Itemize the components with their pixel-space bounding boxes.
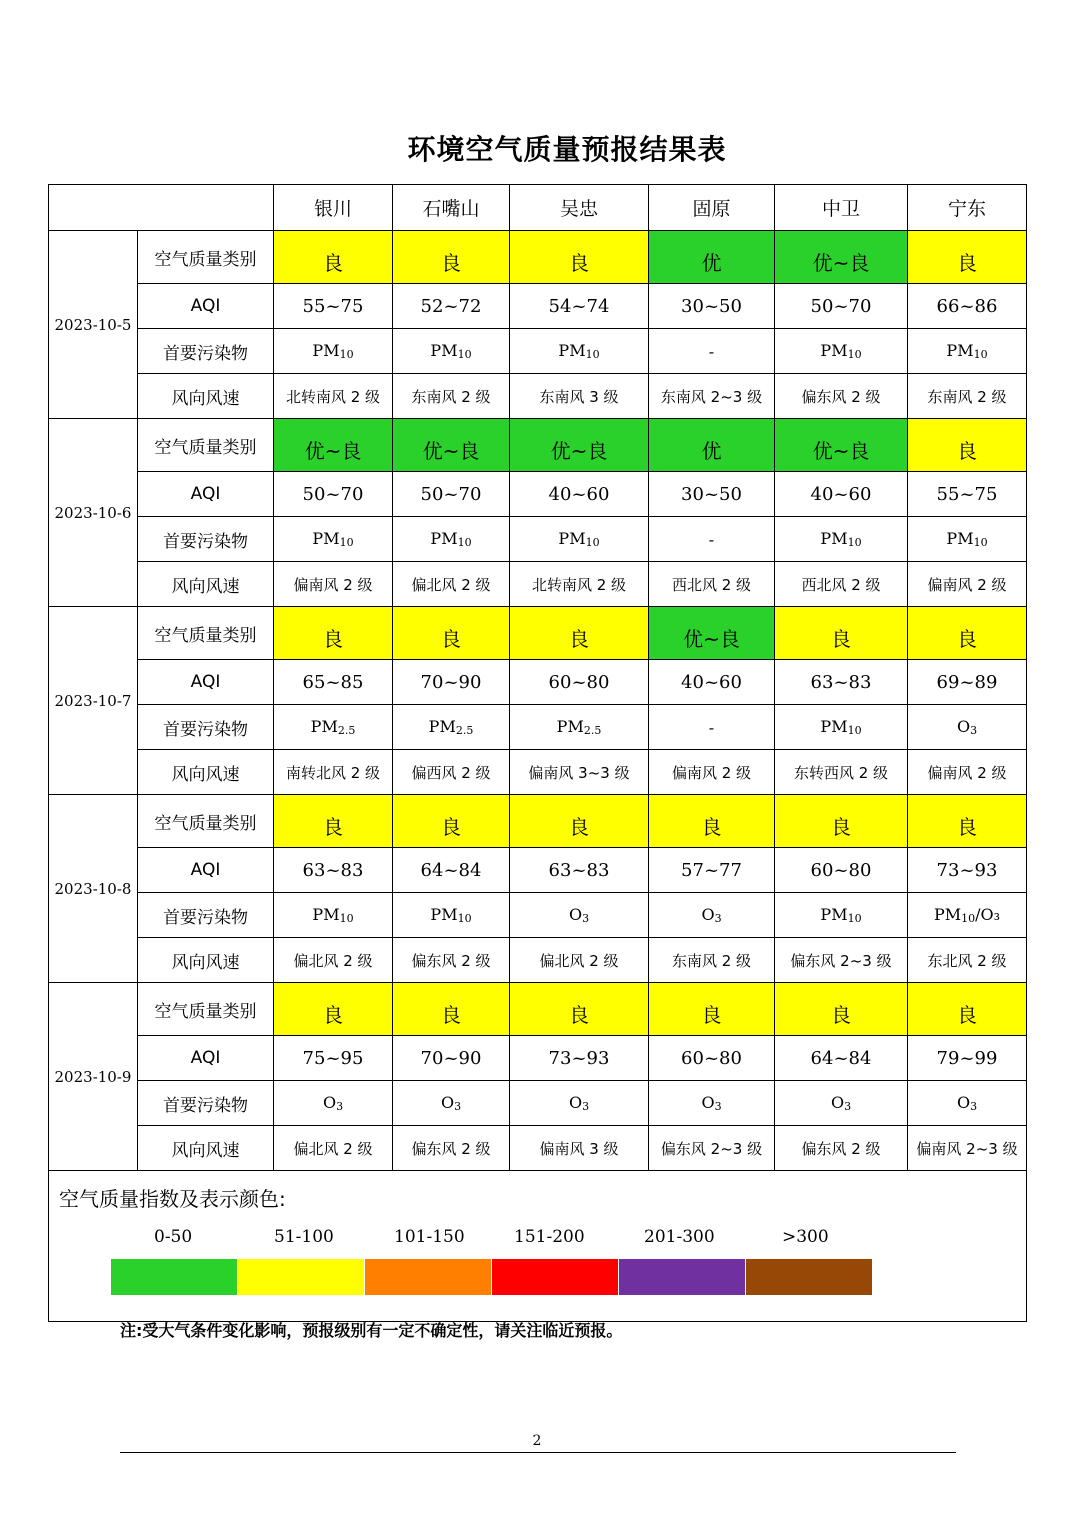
row-label-pollutant: 首要污染物 bbox=[138, 705, 274, 750]
pollutant-name: PM bbox=[556, 717, 584, 736]
row-label-wind: 风向风速 bbox=[138, 1126, 274, 1171]
pollutant-cell bbox=[908, 1081, 1027, 1126]
wind-cell: 东南风 2 级 bbox=[908, 374, 1027, 419]
row-label-category: 空气质量类别 bbox=[138, 983, 274, 1036]
table-row-wind bbox=[49, 374, 1027, 419]
legend-title: 空气质量指数及表示颜色: bbox=[59, 1187, 286, 1211]
pollutant-subscript: 10 bbox=[847, 912, 862, 925]
category-cell: 良 bbox=[908, 983, 1027, 1036]
legend-swatch bbox=[238, 1259, 365, 1295]
row-label-aqi: AQI bbox=[138, 472, 274, 517]
pollutant-cell bbox=[649, 329, 775, 374]
row-label-wind: 风向风速 bbox=[138, 374, 274, 419]
category-cell: 良 bbox=[510, 231, 649, 284]
row-label-wind: 风向风速 bbox=[138, 938, 274, 983]
wind-cell: 东转西风 2 级 bbox=[775, 750, 908, 795]
pollutant-name: O bbox=[701, 1093, 715, 1112]
date-cell: 2023-10-5 bbox=[49, 231, 138, 419]
pollutant-cell bbox=[775, 893, 908, 938]
pollutant-subscript: 3 bbox=[454, 1100, 462, 1113]
wind-cell: 偏南风 2~3 级 bbox=[908, 1126, 1027, 1171]
aqi-cell: 40~60 bbox=[775, 472, 908, 517]
pollutant-cell bbox=[510, 893, 649, 938]
row-label-pollutant: 首要污染物 bbox=[138, 517, 274, 562]
pollutant-name: PM bbox=[558, 341, 586, 360]
pollutant-cell bbox=[274, 1081, 393, 1126]
aqi-cell: 55~75 bbox=[908, 472, 1027, 517]
legend-range: 201-300 bbox=[644, 1227, 715, 1247]
aqi-legend bbox=[49, 1171, 1027, 1322]
pollutant-name: O bbox=[322, 1093, 337, 1112]
category-cell: 优~良 bbox=[775, 231, 908, 284]
page-number: 2 bbox=[532, 1433, 542, 1449]
pollutant-cell bbox=[908, 329, 1027, 374]
category-cell: 良 bbox=[510, 607, 649, 660]
category-cell: 良 bbox=[908, 231, 1027, 284]
legend-swatch bbox=[365, 1259, 492, 1295]
wind-cell: 西北风 2 级 bbox=[649, 562, 775, 607]
wind-cell: 偏东风 2 级 bbox=[393, 938, 510, 983]
category-cell: 良 bbox=[775, 795, 908, 848]
aqi-cell: 69~89 bbox=[908, 660, 1027, 705]
category-cell: 良 bbox=[649, 983, 775, 1036]
category-cell: 良 bbox=[908, 607, 1027, 660]
pollutant-cell bbox=[908, 893, 1027, 938]
legend-swatch bbox=[746, 1259, 873, 1295]
row-label-wind: 风向风速 bbox=[138, 562, 274, 607]
pollutant-subscript: 10 bbox=[847, 348, 862, 361]
pollutant-name: O bbox=[701, 905, 715, 924]
date-cell: 2023-10-7 bbox=[49, 607, 138, 795]
row-label-category: 空气质量类别 bbox=[138, 607, 274, 660]
pollutant-name: PM bbox=[312, 529, 340, 548]
pollutant-cell bbox=[274, 705, 393, 750]
date-cell: 2023-10-6 bbox=[49, 419, 138, 607]
wind-cell: 偏东风 2 级 bbox=[393, 1126, 510, 1171]
city-header: 固原 bbox=[649, 185, 775, 231]
aqi-cell: 50~70 bbox=[393, 472, 510, 517]
table-row-pollutant bbox=[49, 705, 1027, 750]
pollutant-subscript: 10 bbox=[847, 536, 862, 549]
category-cell: 优~良 bbox=[649, 607, 775, 660]
pollutant-subscript: 3 bbox=[970, 724, 978, 737]
wind-cell: 东南风 2~3 级 bbox=[649, 374, 775, 419]
pollutant-cell bbox=[908, 517, 1027, 562]
aqi-cell: 64~84 bbox=[393, 848, 510, 893]
aqi-cell: 60~80 bbox=[649, 1036, 775, 1081]
wind-cell: 东南风 3 级 bbox=[510, 374, 649, 419]
pollutant-subscript: 10 bbox=[457, 536, 472, 549]
pollutant-cell bbox=[775, 705, 908, 750]
pollutant-cell bbox=[274, 329, 393, 374]
pollutant-name: - bbox=[708, 341, 715, 361]
pollutant-cell bbox=[393, 1081, 510, 1126]
pollutant-name: PM bbox=[312, 341, 340, 360]
footer-rule bbox=[120, 1452, 956, 1453]
pollutant-cell bbox=[908, 705, 1027, 750]
aqi-cell: 70~90 bbox=[393, 660, 510, 705]
category-cell: 良 bbox=[510, 983, 649, 1036]
category-cell: 良 bbox=[274, 607, 393, 660]
category-cell: 良 bbox=[393, 983, 510, 1036]
pollutant-name: PM bbox=[946, 341, 974, 360]
pollutant-cell bbox=[393, 893, 510, 938]
city-header: 石嘴山 bbox=[393, 185, 510, 231]
city-header: 吴忠 bbox=[510, 185, 649, 231]
table-row-wind bbox=[49, 750, 1027, 795]
pollutant-cell bbox=[510, 705, 649, 750]
pollutant-subscript: 10 bbox=[961, 912, 976, 925]
aqi-cell: 63~83 bbox=[510, 848, 649, 893]
category-cell: 良 bbox=[510, 795, 649, 848]
city-header: 宁东 bbox=[908, 185, 1027, 231]
aqi-cell: 63~83 bbox=[274, 848, 393, 893]
pollutant-cell bbox=[775, 1081, 908, 1126]
table-row-aqi bbox=[49, 1036, 1027, 1081]
wind-cell: 偏东风 2~3 级 bbox=[649, 1126, 775, 1171]
wind-cell: 偏南风 3~3 级 bbox=[510, 750, 649, 795]
aqi-cell: 55~75 bbox=[274, 284, 393, 329]
legend-range: 51-100 bbox=[274, 1227, 334, 1247]
aqi-cell: 57~77 bbox=[649, 848, 775, 893]
pollutant-name: O bbox=[568, 905, 583, 924]
wind-cell: 东北风 2 级 bbox=[908, 938, 1027, 983]
aqi-cell: 64~84 bbox=[775, 1036, 908, 1081]
row-label-aqi: AQI bbox=[138, 660, 274, 705]
pollutant-subscript: 10 bbox=[847, 724, 862, 737]
pollutant-subscript: 10 bbox=[457, 912, 472, 925]
pollutant-subscript: 10 bbox=[339, 912, 354, 925]
pollutant-subscript: 10 bbox=[585, 536, 600, 549]
pollutant-subscript: 10 bbox=[339, 348, 354, 361]
pollutant-name: PM bbox=[430, 341, 458, 360]
pollutant-name: O bbox=[956, 717, 971, 736]
table-row-aqi bbox=[49, 660, 1027, 705]
date-cell: 2023-10-9 bbox=[49, 983, 138, 1171]
page-title: 环境空气质量预报结果表 bbox=[407, 133, 727, 166]
category-cell: 良 bbox=[775, 983, 908, 1036]
table-row-category bbox=[49, 419, 1027, 472]
aqi-cell: 54~74 bbox=[510, 284, 649, 329]
pollutant-name: O bbox=[830, 1093, 845, 1112]
aqi-cell: 30~50 bbox=[649, 472, 775, 517]
legend-range: 0-50 bbox=[154, 1227, 193, 1247]
city-header: 银川 bbox=[274, 185, 393, 231]
category-cell: 优 bbox=[649, 419, 775, 472]
aqi-cell: 70~90 bbox=[393, 1036, 510, 1081]
category-cell: 良 bbox=[393, 231, 510, 284]
row-label-aqi: AQI bbox=[138, 284, 274, 329]
pollutant-name: PM bbox=[310, 717, 338, 736]
category-cell: 良 bbox=[649, 795, 775, 848]
category-cell: 优 bbox=[649, 231, 775, 284]
pollutant-cell bbox=[274, 893, 393, 938]
category-cell: 良 bbox=[775, 607, 908, 660]
row-label-wind: 风向风速 bbox=[138, 750, 274, 795]
forecast-table bbox=[48, 184, 1027, 1322]
table-row-aqi bbox=[49, 284, 1027, 329]
aqi-cell: 65~85 bbox=[274, 660, 393, 705]
pollutant-cell bbox=[649, 893, 775, 938]
aqi-cell: 40~60 bbox=[510, 472, 649, 517]
pollutant-name: PM bbox=[430, 529, 458, 548]
wind-cell: 北转南风 2 级 bbox=[274, 374, 393, 419]
wind-cell: 东南风 2 级 bbox=[649, 938, 775, 983]
pollutant-subscript: 10 bbox=[973, 348, 988, 361]
pollutant-name: PM bbox=[820, 905, 848, 924]
pollutant-subscript: 3 bbox=[714, 1100, 722, 1113]
aqi-cell: 52~72 bbox=[393, 284, 510, 329]
category-cell: 良 bbox=[908, 419, 1027, 472]
table-row-category bbox=[49, 231, 1027, 284]
pollutant-cell bbox=[649, 705, 775, 750]
aqi-cell: 60~80 bbox=[775, 848, 908, 893]
pollutant-cell bbox=[510, 517, 649, 562]
table-row-wind bbox=[49, 938, 1027, 983]
pollutant-subscript: 2.5 bbox=[583, 724, 602, 737]
city-header: 中卫 bbox=[775, 185, 908, 231]
table-row-aqi bbox=[49, 848, 1027, 893]
pollutant-cell bbox=[393, 705, 510, 750]
pollutant-name: O bbox=[956, 1093, 971, 1112]
legend-range: >300 bbox=[782, 1227, 829, 1247]
wind-cell: 偏西风 2 级 bbox=[393, 750, 510, 795]
pollutant-cell bbox=[393, 329, 510, 374]
row-label-category: 空气质量类别 bbox=[138, 231, 274, 284]
row-label-category: 空气质量类别 bbox=[138, 795, 274, 848]
wind-cell: 偏东风 2~3 级 bbox=[775, 938, 908, 983]
aqi-cell: 40~60 bbox=[649, 660, 775, 705]
wind-cell: 偏南风 2 级 bbox=[649, 750, 775, 795]
wind-cell: 偏北风 2 级 bbox=[274, 1126, 393, 1171]
pollutant-subscript: 3 bbox=[970, 1100, 978, 1113]
pollutant-subscript: 3 bbox=[336, 1100, 344, 1113]
pollutant-cell bbox=[775, 517, 908, 562]
pollutant-suffix: /O₃ bbox=[975, 905, 1001, 924]
wind-cell: 偏北风 2 级 bbox=[510, 938, 649, 983]
category-cell: 良 bbox=[393, 795, 510, 848]
table-row-category bbox=[49, 983, 1027, 1036]
pollutant-name: PM bbox=[428, 717, 456, 736]
category-cell: 良 bbox=[274, 795, 393, 848]
pollutant-subscript: 3 bbox=[582, 912, 590, 925]
table-row-pollutant bbox=[49, 517, 1027, 562]
pollutant-name: PM bbox=[558, 529, 586, 548]
header-corner bbox=[49, 185, 274, 231]
footnote: 注:受大气条件变化影响，预报级别有一定不确定性，请关注临近预报。 bbox=[120, 1321, 623, 1340]
category-cell: 良 bbox=[274, 983, 393, 1036]
aqi-cell: 73~93 bbox=[908, 848, 1027, 893]
aqi-cell: 73~93 bbox=[510, 1036, 649, 1081]
pollutant-subscript: 10 bbox=[457, 348, 472, 361]
table-row-wind bbox=[49, 562, 1027, 607]
row-label-aqi: AQI bbox=[138, 848, 274, 893]
row-label-aqi: AQI bbox=[138, 1036, 274, 1081]
aqi-cell: 50~70 bbox=[274, 472, 393, 517]
wind-cell: 偏东风 2 级 bbox=[775, 374, 908, 419]
wind-cell: 偏北风 2 级 bbox=[393, 562, 510, 607]
wind-cell: 南转北风 2 级 bbox=[274, 750, 393, 795]
table-row-category bbox=[49, 795, 1027, 848]
pollutant-name: PM bbox=[946, 529, 974, 548]
pollutant-name: O bbox=[568, 1093, 583, 1112]
pollutant-subscript: 3 bbox=[714, 912, 722, 925]
pollutant-cell bbox=[393, 517, 510, 562]
row-label-pollutant: 首要污染物 bbox=[138, 329, 274, 374]
pollutant-name: - bbox=[708, 529, 715, 549]
legend-color-bar bbox=[111, 1259, 873, 1295]
pollutant-subscript: 2.5 bbox=[337, 724, 356, 737]
legend-swatch bbox=[492, 1259, 619, 1295]
category-cell: 良 bbox=[908, 795, 1027, 848]
category-cell: 优~良 bbox=[510, 419, 649, 472]
pollutant-cell bbox=[649, 517, 775, 562]
legend-swatch bbox=[111, 1259, 238, 1295]
wind-cell: 东南风 2 级 bbox=[393, 374, 510, 419]
pollutant-name: PM bbox=[820, 717, 848, 736]
pollutant-subscript: 2.5 bbox=[455, 724, 474, 737]
aqi-cell: 30~50 bbox=[649, 284, 775, 329]
category-cell: 优~良 bbox=[775, 419, 908, 472]
aqi-cell: 63~83 bbox=[775, 660, 908, 705]
pollutant-cell bbox=[510, 329, 649, 374]
aqi-cell: 66~86 bbox=[908, 284, 1027, 329]
aqi-cell: 75~95 bbox=[274, 1036, 393, 1081]
table-header-row bbox=[49, 185, 1027, 231]
legend-swatch bbox=[619, 1259, 746, 1295]
wind-cell: 偏北风 2 级 bbox=[274, 938, 393, 983]
pollutant-name: PM bbox=[820, 341, 848, 360]
pollutant-subscript: 10 bbox=[339, 536, 354, 549]
pollutant-name: PM bbox=[820, 529, 848, 548]
pollutant-name: PM bbox=[312, 905, 340, 924]
aqi-cell: 79~99 bbox=[908, 1036, 1027, 1081]
pollutant-subscript: 10 bbox=[973, 536, 988, 549]
wind-cell: 偏南风 2 级 bbox=[908, 750, 1027, 795]
legend-range: 101-150 bbox=[394, 1227, 465, 1247]
row-label-category: 空气质量类别 bbox=[138, 419, 274, 472]
pollutant-cell bbox=[274, 517, 393, 562]
aqi-cell: 60~80 bbox=[510, 660, 649, 705]
table-row-pollutant bbox=[49, 329, 1027, 374]
table-row-aqi bbox=[49, 472, 1027, 517]
pollutant-name: PM bbox=[933, 905, 962, 924]
category-cell: 良 bbox=[274, 231, 393, 284]
table-row-category bbox=[49, 607, 1027, 660]
date-cell: 2023-10-8 bbox=[49, 795, 138, 983]
table-row-pollutant bbox=[49, 893, 1027, 938]
pollutant-cell bbox=[775, 329, 908, 374]
pollutant-subscript: 10 bbox=[585, 348, 600, 361]
wind-cell: 偏南风 2 级 bbox=[274, 562, 393, 607]
aqi-cell: 50~70 bbox=[775, 284, 908, 329]
category-cell: 优~良 bbox=[274, 419, 393, 472]
legend-range: 151-200 bbox=[514, 1227, 585, 1247]
pollutant-cell bbox=[649, 1081, 775, 1126]
wind-cell: 偏南风 2 级 bbox=[908, 562, 1027, 607]
pollutant-name: PM bbox=[430, 905, 458, 924]
pollutant-subscript: 3 bbox=[582, 1100, 590, 1113]
pollutant-name: O bbox=[440, 1093, 455, 1112]
table-row-wind bbox=[49, 1126, 1027, 1171]
pollutant-subscript: 3 bbox=[844, 1100, 852, 1113]
pollutant-cell bbox=[510, 1081, 649, 1126]
wind-cell: 偏南风 3 级 bbox=[510, 1126, 649, 1171]
pollutant-name: - bbox=[708, 717, 715, 737]
category-cell: 优~良 bbox=[393, 419, 510, 472]
row-label-pollutant: 首要污染物 bbox=[138, 893, 274, 938]
wind-cell: 北转南风 2 级 bbox=[510, 562, 649, 607]
wind-cell: 西北风 2 级 bbox=[775, 562, 908, 607]
category-cell: 良 bbox=[393, 607, 510, 660]
wind-cell: 偏东风 2 级 bbox=[775, 1126, 908, 1171]
table-row-pollutant bbox=[49, 1081, 1027, 1126]
row-label-pollutant: 首要污染物 bbox=[138, 1081, 274, 1126]
